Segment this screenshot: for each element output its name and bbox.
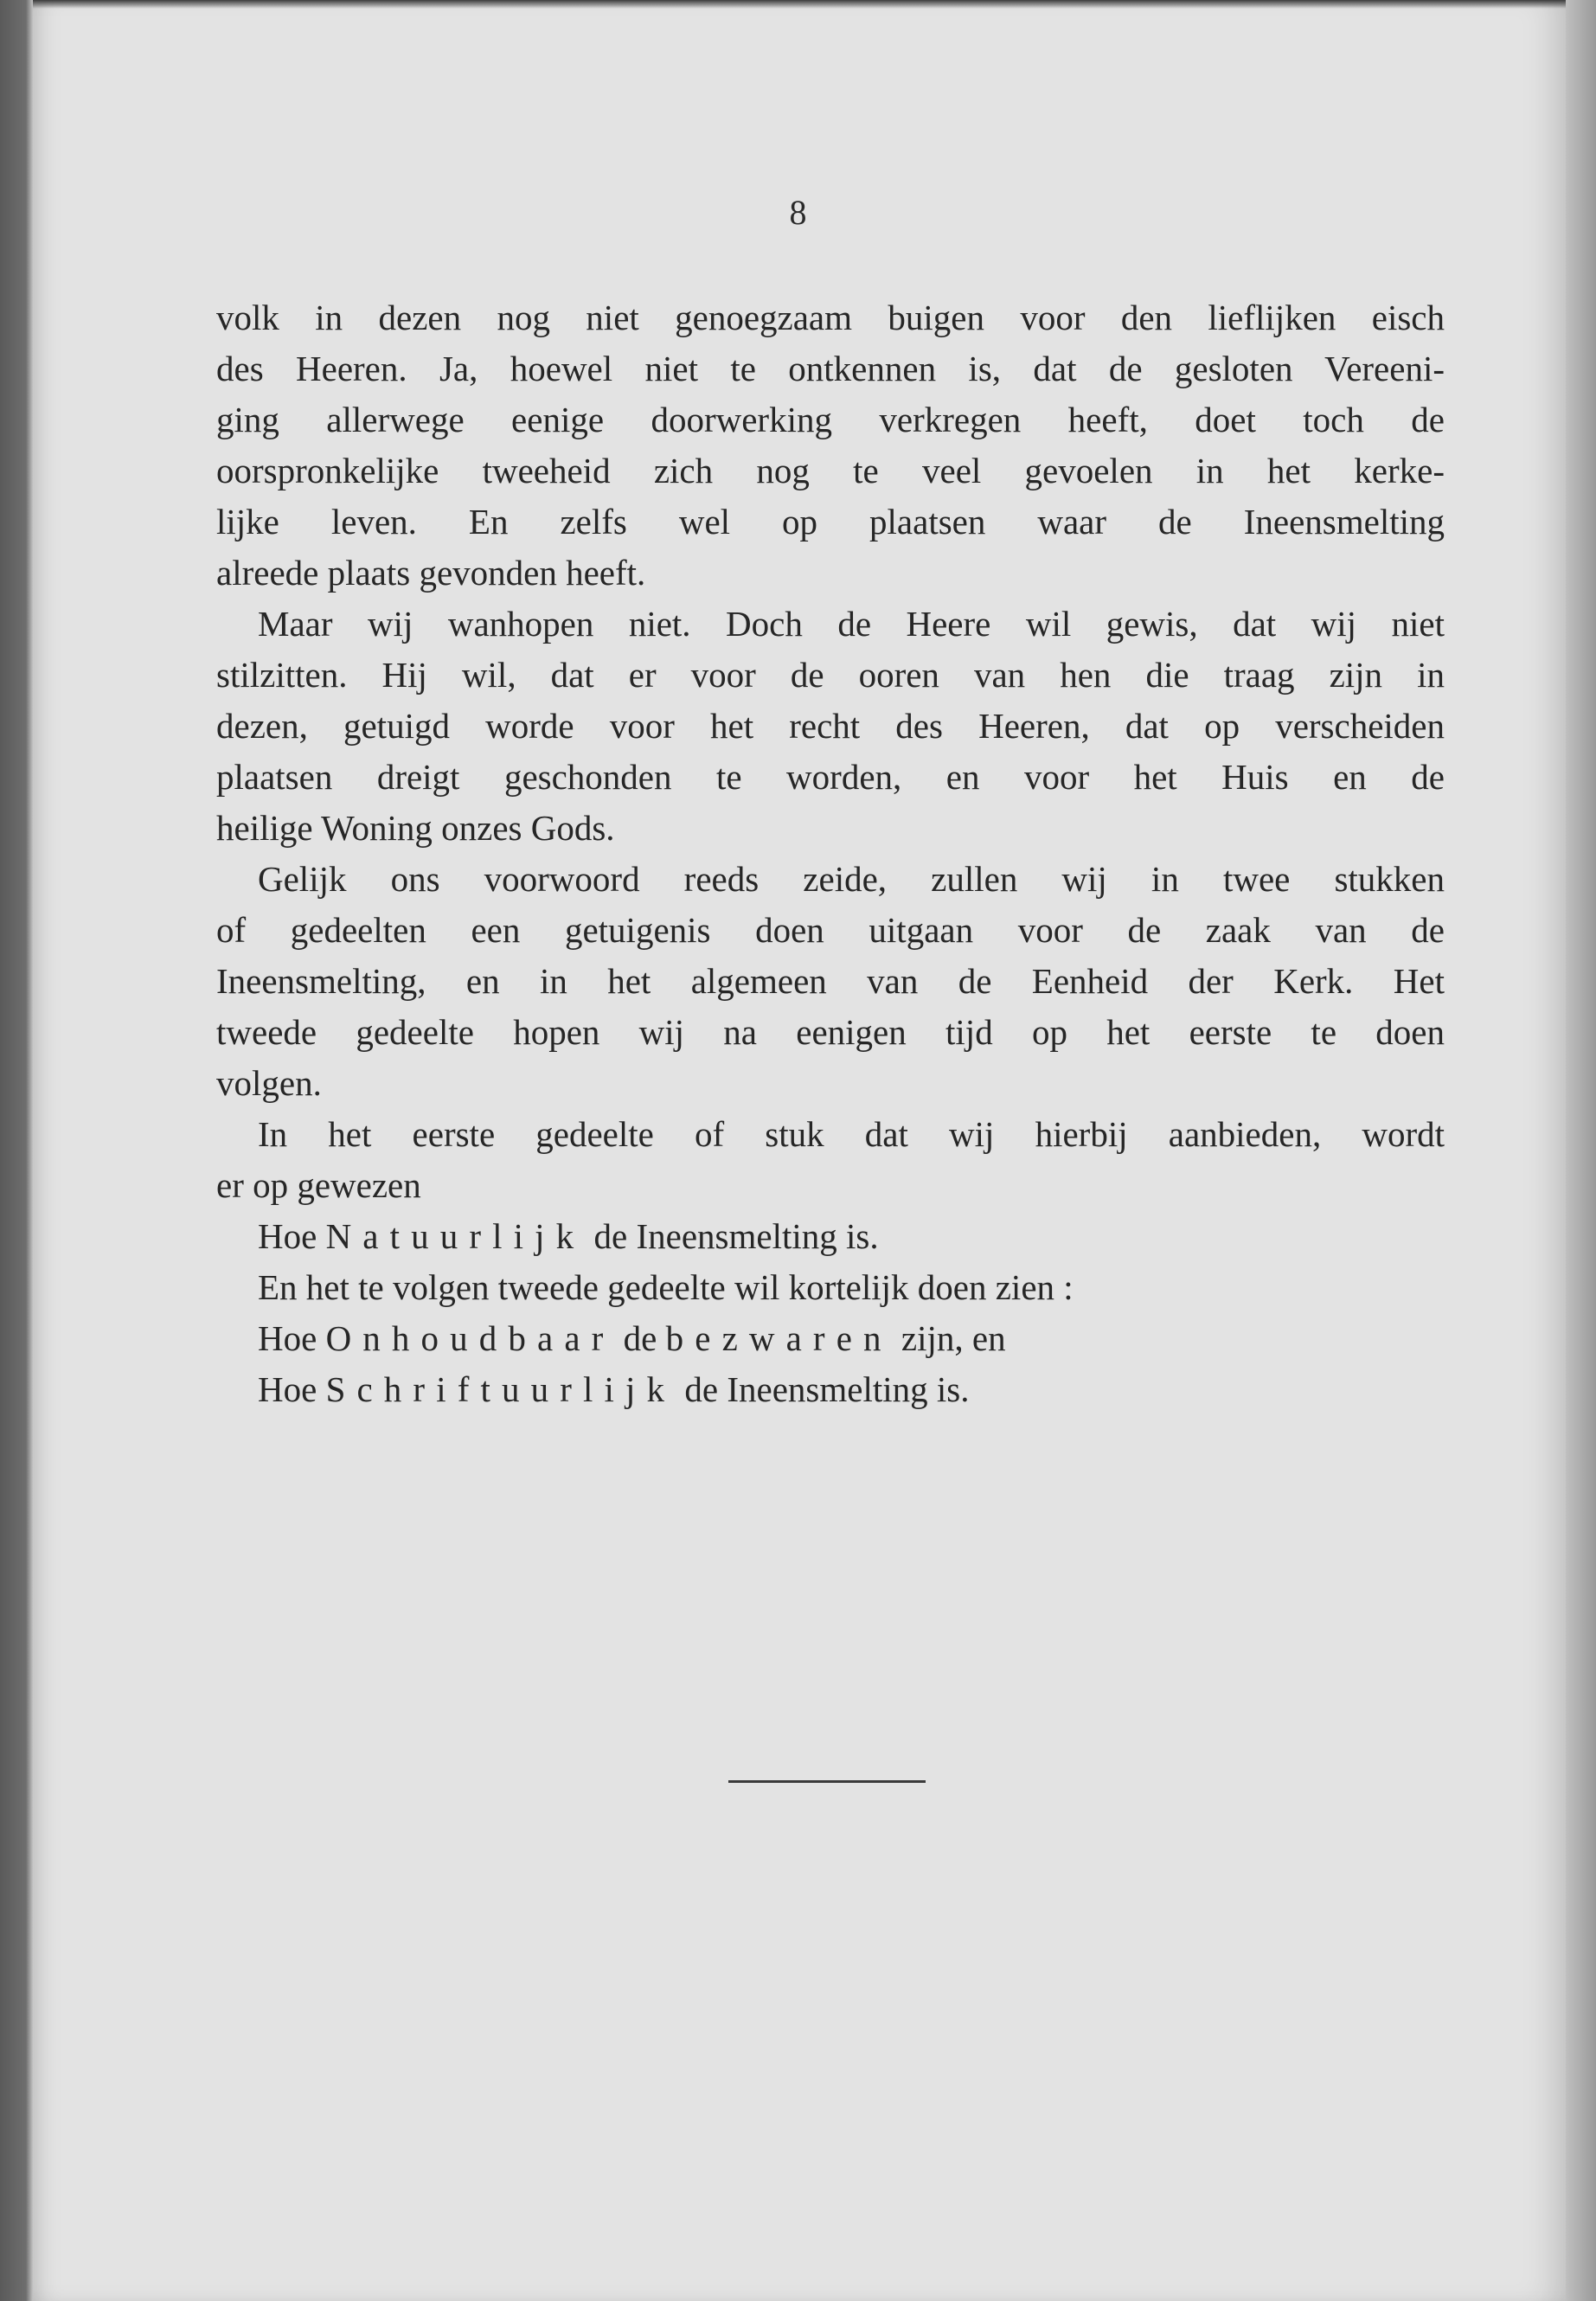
- text-line: volk in dezen nog niet genoegzaam buigen voor den lieflijken eisch: [216, 298, 1445, 337]
- hoe-schriftuurlijk-line: Hoe Schriftuurlijk de Ineensmelting is.: [258, 1369, 970, 1409]
- text-line: Gelijk ons voorwoord reeds zeide, zullen wij in twee stukken: [258, 859, 1445, 899]
- text-line: of gedeelten een getuigenis doen uitgaan voor de zaak van de: [216, 910, 1445, 950]
- text-line: dezen, getuigd worde voor het recht des Heeren, dat op verscheiden: [216, 706, 1445, 746]
- text-line: des Heeren. Ja, hoewel niet te ontkennen is, dat de gesloten Vereeni-: [216, 349, 1445, 388]
- text-line: heilige Woning onzes Gods.: [216, 808, 615, 848]
- text-line: stilzitten. Hij wil, dat er voor de ooren van hen die traag zijn in: [216, 655, 1445, 695]
- emphasis-onhoudbaar: Onhoudbaar: [325, 1318, 615, 1358]
- page-top-edge: [33, 0, 1566, 9]
- emphasis-natuurlijk: Natuurlijk: [325, 1216, 586, 1256]
- emphasis-schriftuurlijk: Schriftuurlijk: [325, 1369, 676, 1409]
- text-line: volgen.: [216, 1063, 322, 1103]
- text-line: Maar wij wanhopen niet. Doch de Heere wil gewis, dat wij niet: [258, 604, 1445, 644]
- text-line: Ineensmelting, en in het algemeen van de Eenheid der Kerk. Het: [216, 961, 1445, 1001]
- emphasis-bezwaren: bezwaren: [665, 1318, 893, 1358]
- text-line: In het eerste gedeelte of stuk dat wij hierbij aanbieden, wordt: [258, 1114, 1445, 1154]
- page-number: 8: [789, 193, 807, 232]
- hoe-natuurlijk-line: Hoe Natuurlijk de Ineensmelting is.: [258, 1216, 879, 1256]
- text-line: tweede gedeelte hopen wij na eenigen tijd op het eerste te doen: [216, 1012, 1445, 1052]
- text-line: En het te volgen tweede gedeelte wil kortelijk doen zien :: [258, 1267, 1074, 1307]
- section-divider-rule: [728, 1780, 926, 1783]
- text-line: oorspronkelijke tweeheid zich nog te veel gevoelen in het kerke-: [216, 451, 1445, 490]
- text-line: ging allerwege eenige doorwerking verkregen heeft, doet toch de: [216, 400, 1445, 439]
- text-line: plaatsen dreigt geschonden te worden, en voor het Huis en de: [216, 757, 1445, 797]
- hoe-onhoudbaar-line: Hoe Onhoudbaar de bezwaren zijn, en: [258, 1318, 1006, 1358]
- text-line: alreede plaats gevonden heeft.: [216, 553, 646, 593]
- text-line: er op gewezen: [216, 1165, 421, 1205]
- text-line: lijke leven. En zelfs wel op plaatsen waar de Ineensmelting: [216, 502, 1445, 542]
- body-text: [216, 292, 1445, 1415]
